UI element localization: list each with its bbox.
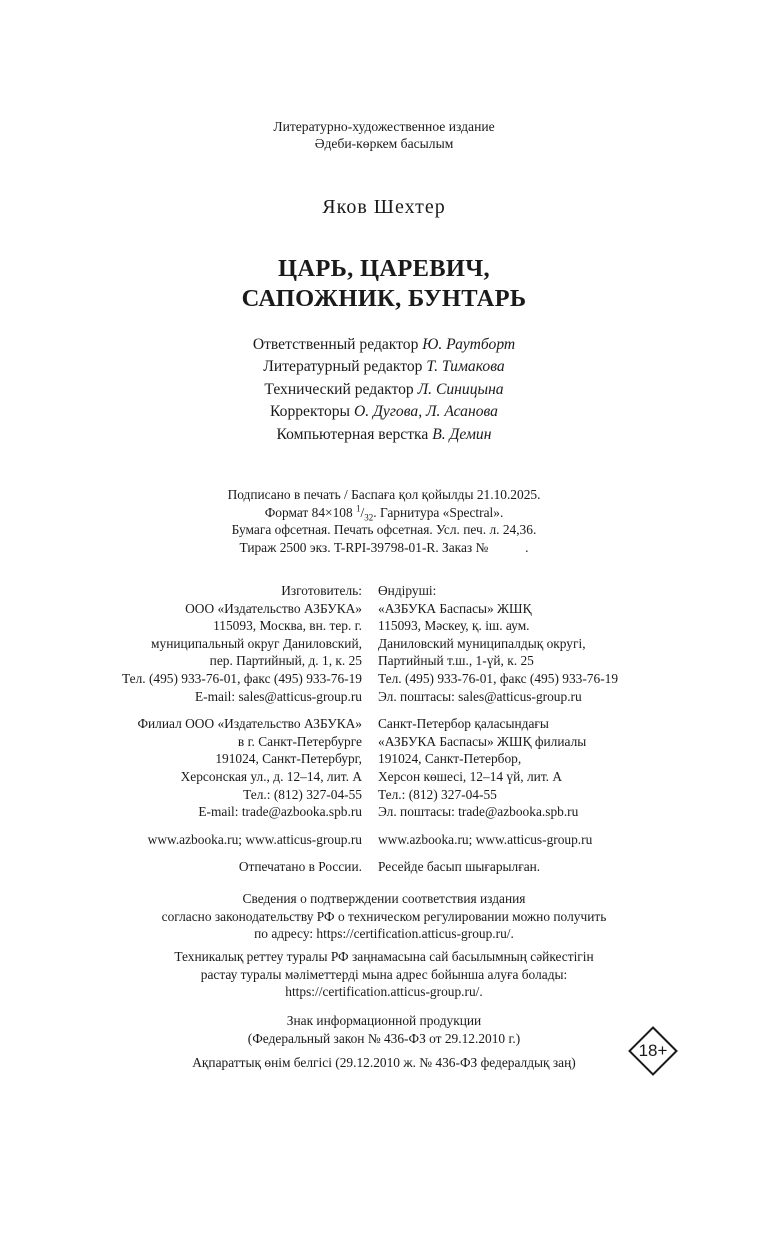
format-num: 1 <box>356 503 361 514</box>
maker-kz-email: Эл. поштасы: sales@atticus-group.ru <box>378 688 582 704</box>
branch-kz-email: Эл. поштасы: trade@azbooka.spb.ru <box>378 804 579 820</box>
series-ru: Литературно-художественное издание <box>273 119 495 134</box>
editor-name: Ю. Раутборт <box>422 336 516 353</box>
branch-kz-line: Санкт-Петербор қаласындағы <box>378 716 549 732</box>
maker-kz-line: 115093, Мәскеу, қ. іш. аум. <box>378 618 530 634</box>
branch-ru-line: Тел.: (812) 327-04-55 <box>243 786 362 802</box>
branch-kz-line: «АЗБУКА Баспасы» ЖШҚ филиалы <box>378 733 587 749</box>
editor-name: О. Дугова, Л. Асанова <box>353 403 498 421</box>
editor-role: Технический редактор <box>264 380 414 398</box>
maker-ru-line: пер. Партийный, д. 1, к. 25 <box>209 653 362 669</box>
maker-ru-line: муниципальный округ Даниловский, <box>151 635 362 651</box>
certification-kz <box>0 948 768 1001</box>
format-pre: Формат 84×108 <box>264 504 357 520</box>
series-kz: Әдеби-көркем басылым <box>314 136 454 151</box>
editor-line <box>0 379 768 401</box>
branch-ru-line: 191024, Санкт-Петербург, <box>215 751 362 767</box>
editor-line <box>0 334 768 356</box>
cert-ru-line: Сведения о подтверждении соответствия издания <box>242 891 526 906</box>
editor-role: Ответственный редактор <box>252 336 419 353</box>
printed-kz: Ресейде басып шығарылған. <box>378 859 541 875</box>
maker-ru-line: Тел. (495) 933-76-01, факс (495) 933-76-19 <box>121 670 362 686</box>
editor-name: В. Демин <box>432 425 492 443</box>
editor-name: Л. Синицына <box>417 380 504 398</box>
info-mark-law: (Федеральный закон № 436-ФЗ от 29.12.2010 г.) <box>247 1030 521 1046</box>
signed-line: Подписано в печать / Баспаға қол қойылды 21.10.2025. <box>227 487 541 502</box>
format-line <box>0 504 768 522</box>
publisher-ru-column <box>122 582 362 876</box>
maker-kz-line: Өндіруші: <box>378 583 437 598</box>
author-name: Яков Шехтер <box>322 196 446 218</box>
print-run-line: Тираж 2500 экз. T-RPI-39798-01-R. Заказ № . <box>239 539 529 555</box>
branch-kz-line: Херсон көшесі, 12–14 үй, лит. А <box>378 768 563 784</box>
maker-kz-line: «АЗБУКА Баспасы» ЖШҚ <box>378 600 532 616</box>
branch-ru-line: Филиал ООО «Издательство АЗБУКА» <box>137 716 362 732</box>
editor-role: Компьютерная верстка <box>276 425 429 443</box>
age-rating-label: 18+ <box>638 1041 668 1060</box>
info-mark-line: Знак информационной продукции <box>286 1013 482 1028</box>
cert-ru-line: согласно законодательству РФ о техническом регулировании можно получить <box>161 908 607 924</box>
paper-line: Бумага офсетная. Печать офсетная. Усл. печ. л. 24,36. <box>231 522 537 538</box>
branch-kz-line: Тел.: (812) 327-04-55 <box>378 786 497 802</box>
web-kz: www.azbooka.ru; www.atticus-group.ru <box>378 831 593 847</box>
cert-kz-line: растау туралы мәліметтерді мына адрес бойынша алуға болады: <box>200 966 568 982</box>
cert-kz-line: Техникалық реттеу туралы РФ заңнамасына сай басылымның сәйкестігін <box>174 949 594 964</box>
maker-kz-line: Тел. (495) 933-76-01, факс (495) 933-76-19 <box>378 670 619 686</box>
info-product-mark-kz: Ақпараттық өнім белгісі (29.12.2010 ж. № 436-ФЗ федералдық заң) <box>192 1055 576 1070</box>
title-line-1: ЦАРЬ, ЦАРЕВИЧ, <box>278 255 490 282</box>
cert-kz-url: https://certification.atticus-group.ru/. <box>285 984 483 1000</box>
maker-ru-line: ООО «Издательство АЗБУКА» <box>185 600 362 616</box>
book-title <box>0 254 768 314</box>
series-block <box>0 118 768 152</box>
editor-line <box>0 356 768 378</box>
editor-line <box>0 401 768 423</box>
format-den: 32 <box>364 512 374 523</box>
editors-block <box>0 334 768 446</box>
publisher-kz-column <box>378 582 618 876</box>
web-ru: www.azbooka.ru; www.atticus-group.ru <box>147 831 362 847</box>
maker-kz-line: Партийный т.ш., 1-үй, к. 25 <box>378 653 534 669</box>
certification-ru <box>0 890 768 943</box>
printed-ru: Отпечатано в России. <box>238 859 362 875</box>
branch-ru-email: E-mail: trade@azbooka.spb.ru <box>198 804 362 820</box>
branch-ru-line: в г. Санкт-Петербурге <box>237 733 362 749</box>
printing-info <box>0 486 768 556</box>
editor-line <box>0 424 768 446</box>
format-post: . Гарнитура «Spectral». <box>373 504 504 520</box>
branch-kz-line: 191024, Санкт-Петербор, <box>378 751 522 767</box>
editor-role: Корректоры <box>270 403 351 421</box>
title-line-2: САПОЖНИК, БУНТАРЬ <box>241 285 527 312</box>
maker-ru-line: Изготовитель: <box>281 583 362 598</box>
branch-ru-line: Херсонская ул., д. 12–14, лит. А <box>180 768 362 784</box>
maker-ru-email: E-mail: sales@atticus-group.ru <box>194 688 362 704</box>
maker-kz-line: Даниловский муниципалдық округі, <box>378 635 586 651</box>
editor-role: Литературный редактор <box>263 358 423 376</box>
editor-name: Т. Тимакова <box>426 358 505 376</box>
maker-ru-line: 115093, Москва, вн. тер. г. <box>213 618 362 634</box>
cert-ru-url: по адресу: https://certification.atticus-group.ru/. <box>254 926 514 942</box>
format-sep: / <box>360 504 365 520</box>
